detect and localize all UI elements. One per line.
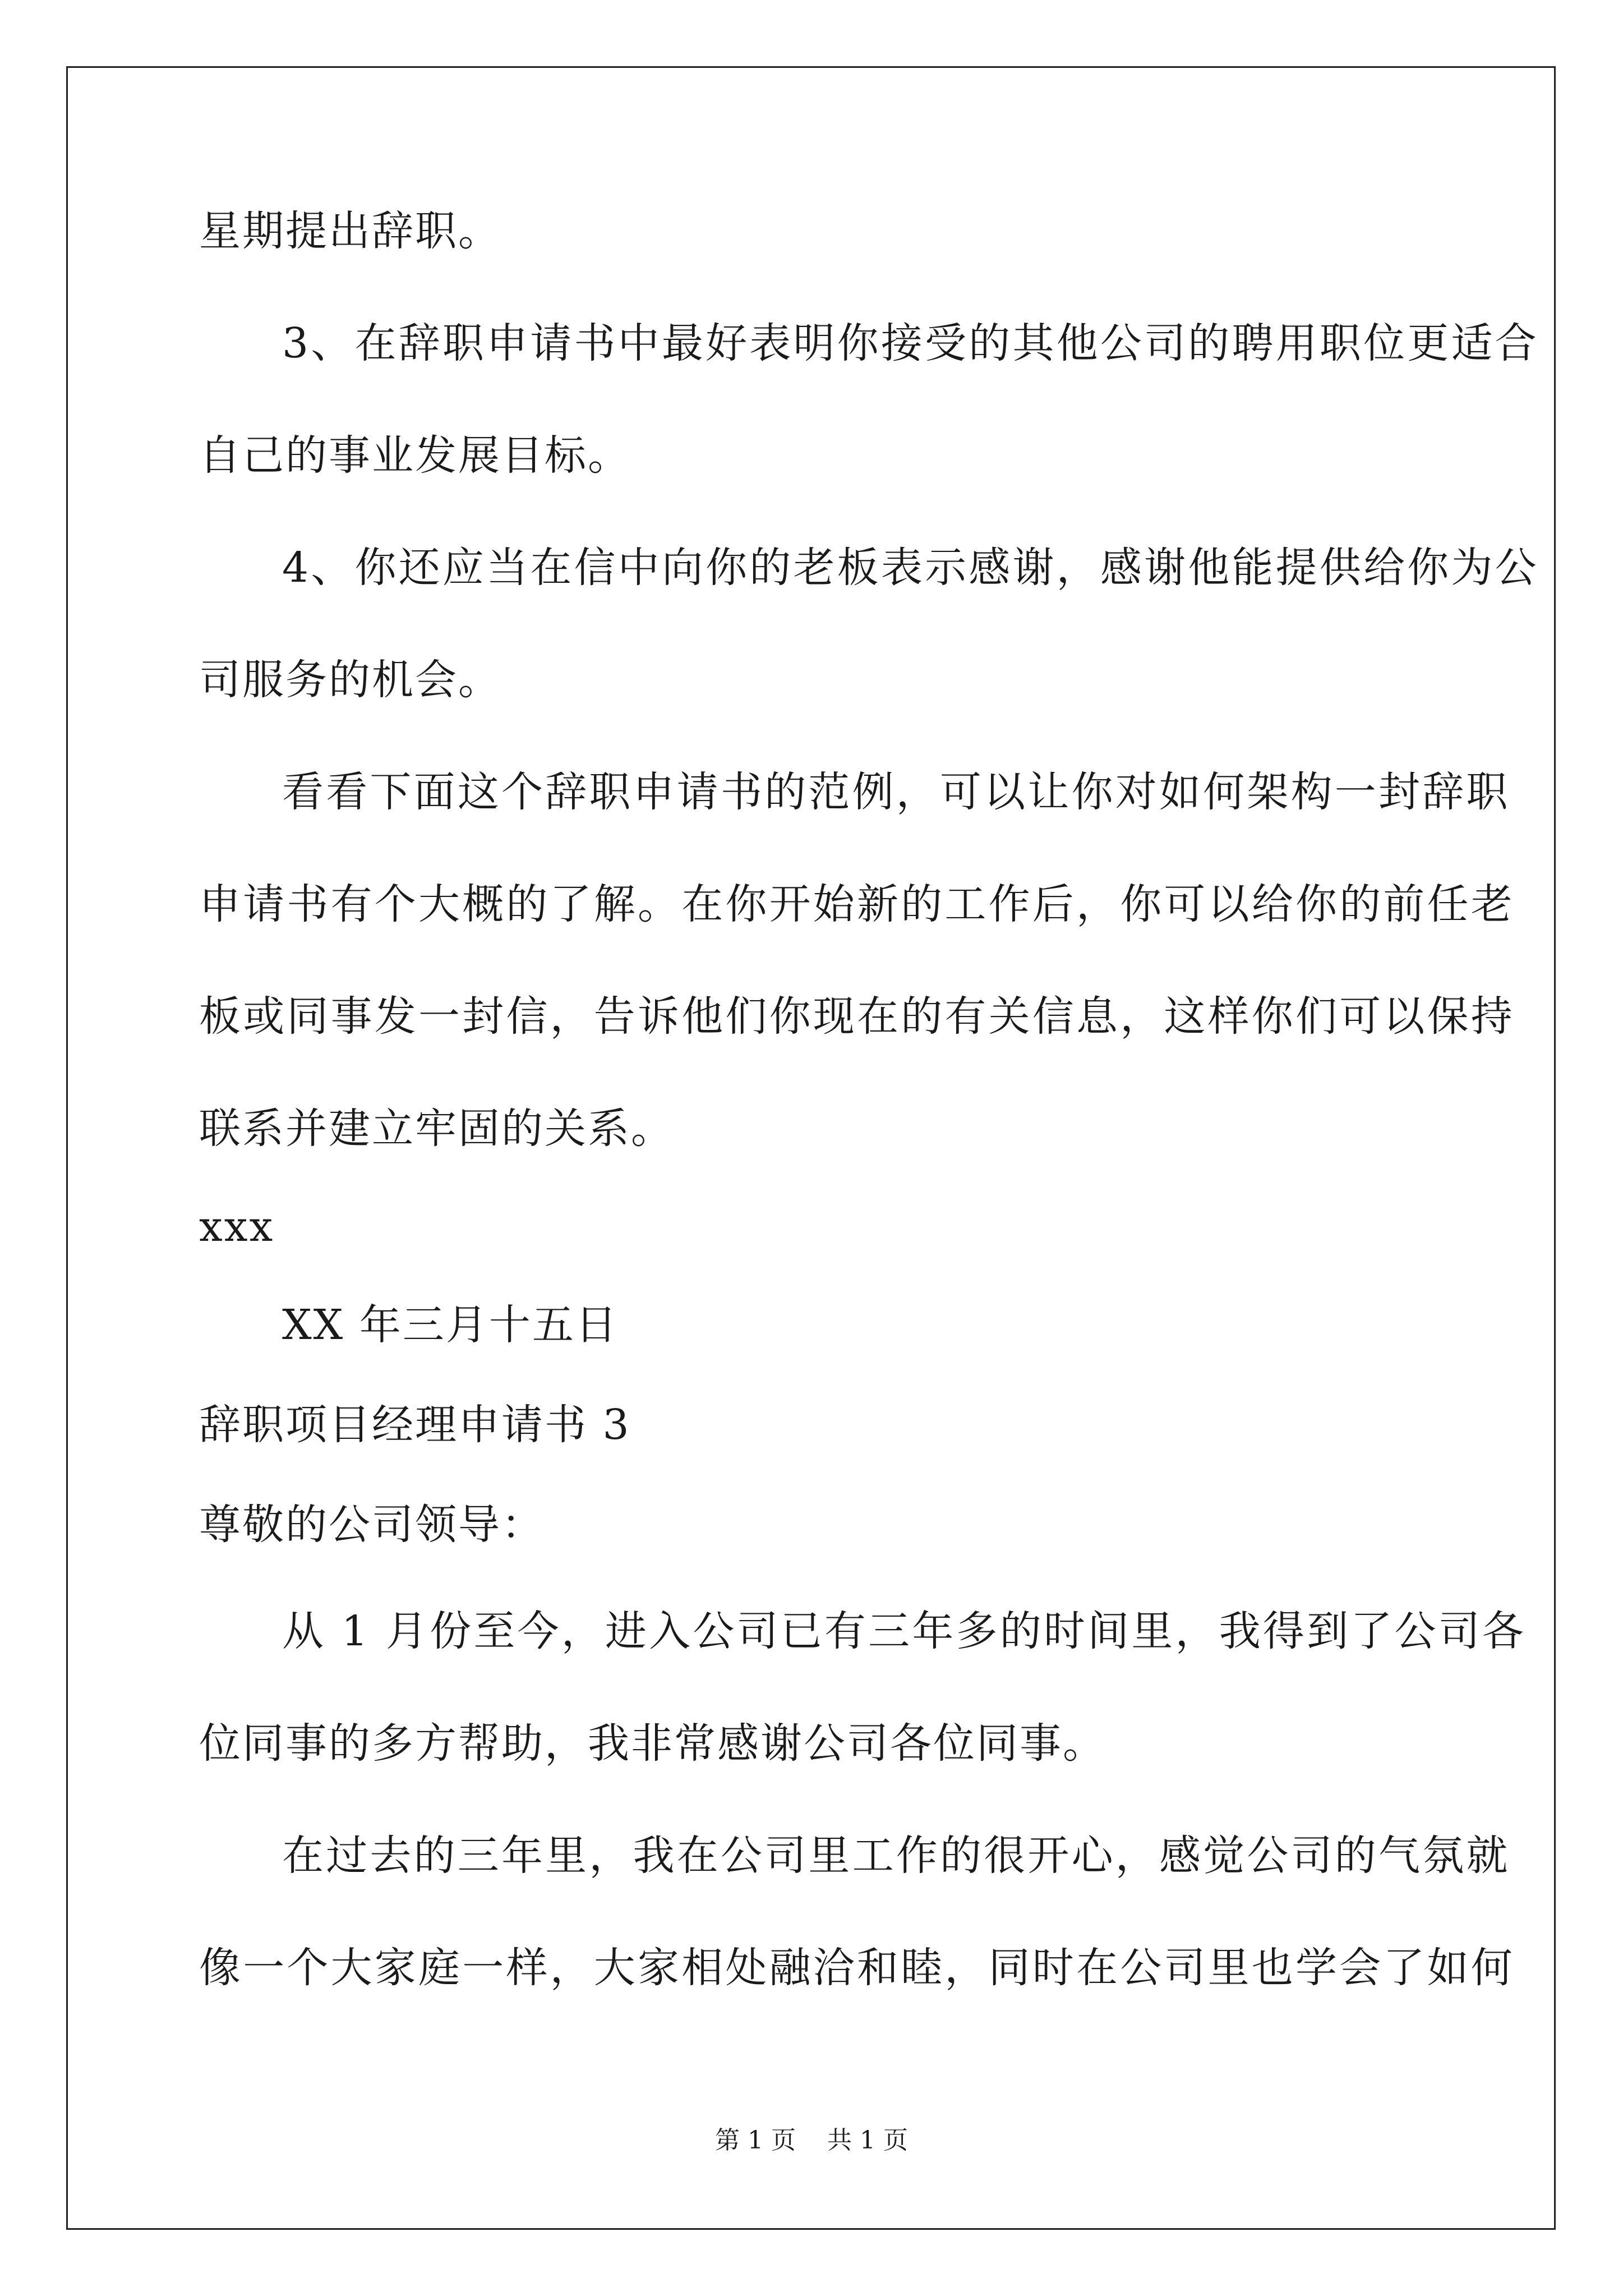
body-line: 星期提出辞职。 [199,207,501,255]
page-number-current: 第 1 页 [715,2126,796,2155]
signature-name: xxx [199,1203,275,1251]
body-line: 像一个大家庭一样，大家相处融洽和睦，同时在公司里也学会了如何 [199,1944,1515,1992]
body-line: 看看下面这个辞职申请书的范例，可以让你对如何架构一封辞职 [282,768,1510,816]
body-line: 在过去的三年里，我在公司里工作的很开心，感觉公司的气氛就 [282,1832,1510,1880]
body-line: 4、你还应当在信中向你的老板表示感谢，感谢他能提供给你为公 [282,544,1539,592]
signature-date: XX 年三月十五日 [282,1301,619,1349]
body-line: 板或同事发一封信，告诉他们你现在的有关信息，这样你们可以保持 [199,992,1515,1041]
body-line: 位同事的多方帮助，我非常感谢公司各位同事。 [199,1719,1106,1768]
body-line: 3、在辞职申请书中最好表明你接受的其他公司的聘用职位更适合 [282,319,1539,367]
page-footer [0,2125,1623,2156]
section-title: 辞职项目经理申请书 3 [199,1401,631,1449]
page-number-total: 共 1 页 [827,2126,908,2155]
salutation: 尊敬的公司领导： [199,1501,545,1549]
body-line: 司服务的机会。 [199,656,501,704]
body-line: 联系并建立牢固的关系。 [199,1105,674,1153]
body-line: 从 1 月份至今，进入公司已有三年多的时间里，我得到了公司各 [282,1607,1527,1655]
body-line: 申请书有个大概的了解。在你开始新的工作后，你可以给你的前任老 [199,880,1515,928]
body-line: 自己的事业发展目标。 [199,431,631,480]
